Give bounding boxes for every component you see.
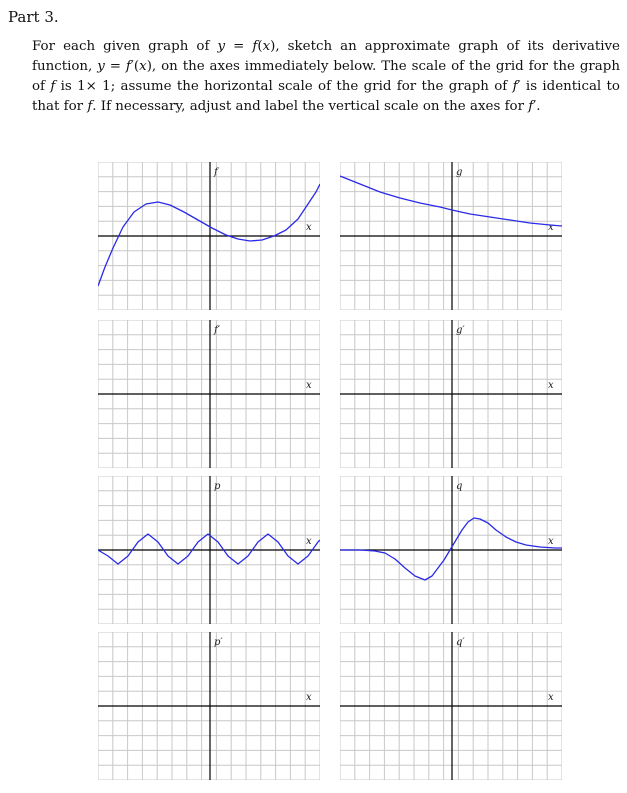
p-curve (98, 534, 320, 564)
y-axis-label: f′ (214, 325, 220, 336)
graph-gp-svg (340, 320, 562, 468)
graph-f-svg (98, 162, 320, 310)
x-axis-label: x (306, 222, 312, 233)
y-axis-label: g′ (456, 325, 465, 336)
graph-g-svg (340, 162, 562, 310)
y-axis-label: p (214, 481, 221, 492)
graph-f-prime (98, 320, 320, 468)
x-axis-label: x (306, 380, 312, 391)
g-curve (340, 176, 562, 226)
y-axis-label: q′ (456, 637, 465, 648)
graph-q (340, 476, 562, 624)
x-axis-label: x (306, 692, 312, 703)
graph-qp-svg (340, 632, 562, 780)
x-axis-label: x (548, 536, 554, 547)
graph-fp-svg (98, 320, 320, 468)
graph-p-prime (98, 632, 320, 780)
graph-g-prime (340, 320, 562, 468)
graph-g (340, 162, 562, 310)
q-curve (340, 518, 562, 580)
y-axis-label: f (214, 167, 218, 178)
graph-q-svg (340, 476, 562, 624)
x-axis-label: x (548, 380, 554, 391)
x-axis-label: x (548, 222, 554, 233)
graph-p (98, 476, 320, 624)
graph-pp-svg (98, 632, 320, 780)
graph-f (98, 162, 320, 310)
y-axis-label: q (456, 481, 463, 492)
f-curve (98, 184, 320, 286)
page-title: Part 3. (8, 8, 59, 26)
graph-p-svg (98, 476, 320, 624)
graph-q-prime (340, 632, 562, 780)
x-axis-label: x (306, 536, 312, 547)
x-axis-label: x (548, 692, 554, 703)
y-axis-label: p′ (214, 637, 223, 648)
instructions: For each given graph of y = f(x), sketch an approximate graph of its derivative function, y = f′(x), on the axes immediately below. The scale of the grid for the graph of f is 1× 1; assume the horizontal scale of the grid for the graph of f′ is identical to that for f. If necessary, adjust and label the vertical scale on the axes for f′. (32, 39, 620, 114)
y-axis-label: g (456, 167, 463, 178)
